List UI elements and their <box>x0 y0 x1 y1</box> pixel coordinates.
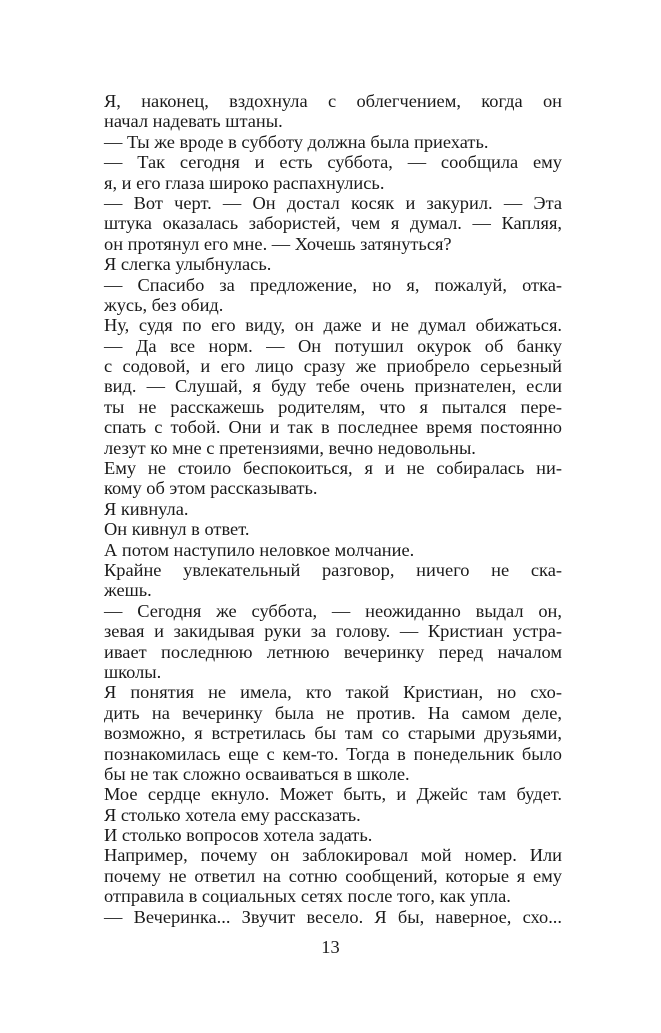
text-line: школы. <box>104 661 162 682</box>
text-line: Я столько хотела ему рассказать. <box>104 804 361 825</box>
text-line: жусь, без обид. <box>104 294 224 315</box>
text-line: — Так сегодня и есть суббота, — сообщила ему <box>104 152 562 173</box>
text-line: возможно, я встретилась бы там со старыми друзьями, <box>104 723 562 744</box>
text-line: А потом наступило неловкое молчание. <box>104 539 415 560</box>
text-line: Я кивнула. <box>104 498 189 519</box>
text-body <box>104 91 562 927</box>
text-line: познакомилась еще с кем-то. Тогда в понедельник было <box>104 743 562 764</box>
text-line: он протянул его мне. — Хочешь затянуться? <box>104 233 452 254</box>
text-line: почему не ответил на сотню сообщений, которые я ему <box>104 865 562 886</box>
text-line: Мое сердце екнуло. Может быть, и Джейс там будет. <box>104 784 562 805</box>
text-line: Например, почему он заблокировал мой номер. Или <box>104 845 562 866</box>
text-line: кому об этом рассказывать. <box>104 478 318 499</box>
text-line: зевая и закидывая руки за голову. — Кристиан устра- <box>104 621 562 642</box>
text-line: Ну, судя по его виду, он даже и не думал обижаться. <box>104 315 562 336</box>
text-line: И столько вопросов хотела задать. <box>104 825 373 846</box>
text-line: бы не так сложно осваиваться в школе. <box>104 763 410 784</box>
text-line: вид. — Слушай, я буду тебе очень признателен, если <box>104 376 562 397</box>
text-line: Он кивнул в ответ. <box>104 519 250 540</box>
text-line: жешь. <box>104 580 152 601</box>
text-line: ивает последнюю летнюю вечеринку перед началом <box>104 641 562 662</box>
page-number: 13 <box>321 937 340 957</box>
text-line: Я слегка улыбнулась. <box>104 254 272 275</box>
text-line: дить на вечеринку была не против. На самом деле, <box>104 702 562 723</box>
text-line: — Сегодня же суббота, — неожиданно выдал он, <box>104 600 562 621</box>
text-line: — Вот черт. — Он достал косяк и закурил. — Эта <box>104 192 562 213</box>
text-line: — Спасибо за предложение, но я, пожалуй, отка- <box>104 274 562 295</box>
text-line: — Да все норм. — Он потушил окурок об банку <box>104 335 562 356</box>
text-line: я, и его глаза широко распахнулись. <box>104 172 385 193</box>
text-line: лезут ко мне с претензиями, вечно недовольны. <box>104 437 476 458</box>
book-page-text <box>104 91 562 927</box>
text-line: Крайне увлекательный разговор, ничего не ска- <box>104 559 562 580</box>
text-line: ты не расскажешь родителям, что я пытался пере- <box>104 396 562 417</box>
text-line: — Ты же вроде в субботу должна была приехать. <box>104 131 489 152</box>
text-line: отправила в социальных сетях после того, как уплa. <box>104 886 511 907</box>
text-line: с содовой, и его лицо сразу же приобрело серьезный <box>104 356 562 377</box>
text-line: — Вечеринка... Звучит весело. Я бы, наверное, схо... <box>104 906 562 927</box>
text-line: Я, наконец, вздохнула с облегчением, когда он <box>104 91 562 111</box>
text-line: Я понятия не имела, кто такой Кристиан, но схо- <box>104 682 562 703</box>
text-line: спать с тобой. Они и так в последнее время постоянно <box>104 417 562 438</box>
text-line: Ему не стоило беспокоиться, я и не собиралась ни- <box>104 458 562 479</box>
text-line: начал надевать штаны. <box>104 111 283 132</box>
text-line: штука оказалась забористей, чем я думал. — Капляя, <box>104 213 562 234</box>
